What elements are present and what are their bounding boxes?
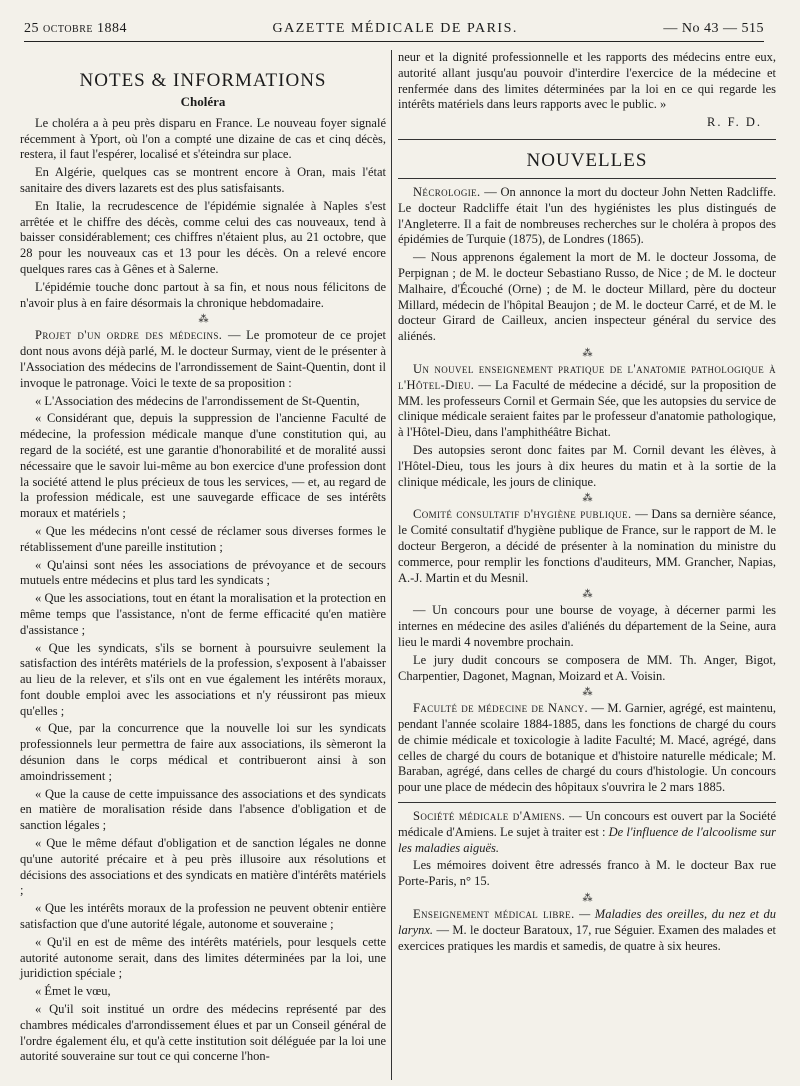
projet-continuation: neur et la dignité professionnelle et les rapports des médecins entre eux, autorité allant jusqu'au pouvoir d'interdire l'exercice de la médecine et renfermée dans des limites déterminées par la loi en ce qui regarde les intérêts matériels dans leurs rapports avec le public. » bbox=[398, 50, 776, 112]
projet-item: « Que les médecins n'ont cessé de réclamer sous diverses formes le rétablissement d'une pareille institution ; bbox=[20, 523, 386, 554]
projet-item: « Que la cause de cette impuissance des associations et des syndicats en matière de moralisation réside dans l'absence d'obligation et de sanction légales ; bbox=[20, 786, 386, 833]
notes-heading: NOTES & INFORMATIONS bbox=[79, 70, 327, 91]
page-header bbox=[24, 16, 764, 42]
nancy-paragraph bbox=[398, 701, 776, 796]
libre-text: — M. le docteur Baratoux, 17, rue Séguier. Examen des malades et exercices pratiques les mardis et samedis, de quatre à six heures. bbox=[398, 922, 776, 953]
asterism: ⁂ bbox=[198, 314, 208, 326]
necrologie-paragraph-2: — Nous apprenons également la mort de M. le docteur Jossoma, de Perpignan ; de M. le docteur Sebastiano Russo, de Nice ; de M. le docteur Malhaire, d'Écouché (Orne) ; de M. le docteur Millard, père du docteur Millard, médecin de l'hôpital Beaujon ; de M. le docteur Carré, et de M. le docteur Girard de Cailleux, ancien inspecteur général du service des aliénés. bbox=[398, 250, 776, 344]
enseignement-paragraph bbox=[398, 362, 776, 441]
amiens-paragraph-2: Les mémoires doivent être adressés franco à M. le docteur Bax rue Porte-Paris, n° 15. bbox=[398, 858, 776, 889]
amiens-text: — Un concours est ouvert par la Société médicale d'Amiens. Le sujet à traiter est : bbox=[398, 809, 776, 839]
heading-rule bbox=[398, 178, 776, 179]
asterism: ⁂ bbox=[582, 687, 592, 699]
asterism: ⁂ bbox=[582, 589, 592, 601]
enseignement-label: Un nouvel enseignement pratique de l'anatomie pathologique à l'Hôtel-Dieu. bbox=[398, 361, 776, 392]
necrologie-text: — On annonce la mort du docteur John Netten Radcliffe. Le docteur Radcliffe était l'un des hygiénistes les plus distingués de l'Angleterre. Il a fait de nombreuses recherches sur le choléra à propos des épidémies de Turquie (1875), de Londres (1865). bbox=[398, 184, 776, 247]
left-column bbox=[20, 50, 386, 1067]
projet-item: « Émet le vœu, bbox=[35, 984, 111, 999]
amiens-subject: De l'influence de l'alcoolisme sur les maladies aiguës. bbox=[398, 824, 776, 855]
amiens-paragraph bbox=[398, 809, 776, 856]
concours-paragraph: — Un concours pour une bourse de voyage, à décerner parmi les internes en médecine des asiles d'aliénés du département de la Seine, aura lieu le mardi 4 novembre prochain. bbox=[398, 603, 776, 649]
journal-title: GAZETTE MÉDICALE DE PARIS. bbox=[272, 20, 518, 36]
cholera-paragraph: L'épidémie touche donc partout à sa fin, et nous nous félicitons de n'avoir plus à en faire désormais la chronique hebdomadaire. bbox=[20, 279, 386, 310]
comite-label: Comité consultatif d'hygiène publique. bbox=[413, 507, 632, 522]
nancy-text: — M. Garnier, agrégé, est maintenu, pendant l'année scolaire 1884-1885, dans les fonctions de chargé du cours de chimie médicale et toxicologie à ladite Faculté; M. Macé, agrégé, dans celles de chargé du cours de botanique et d'histoire naturelle médicale; M. Baraban, agrégé, dans celles de chargé du cours d'histologie. Un concours pour une place de médecin des hôpitaux s'ouvrira le 2 mars 1885. bbox=[398, 701, 776, 795]
projet-item: « L'Association des médecins de l'arrondissement de St-Quentin, bbox=[35, 393, 360, 408]
projet-intro bbox=[20, 328, 386, 391]
amiens-label: Société médicale d'Amiens. bbox=[413, 809, 566, 824]
necrologie-paragraph bbox=[398, 185, 776, 248]
section-rule bbox=[398, 802, 776, 803]
nancy-label: Faculté de médecine de Nancy. bbox=[413, 701, 589, 716]
projet-intro-text: — Le promoteur de ce projet dont nous avons déjà parlé, M. le docteur Surmay, vient de le présenter à l'Association des médecins de l'arrondissement de Saint-Quentin, dont il invoque le patronage. Voici le texte de sa proposition : bbox=[20, 328, 387, 390]
asterism: ⁂ bbox=[582, 493, 592, 505]
libre-label: Enseignement médical libre. bbox=[413, 907, 575, 922]
issue-date: 25 octobre 1884 bbox=[24, 20, 127, 36]
libre-paragraph bbox=[398, 907, 776, 954]
column-divider bbox=[391, 50, 392, 1080]
necrologie-label: Nécrologie. bbox=[413, 184, 481, 199]
asterism: ⁂ bbox=[582, 893, 592, 905]
right-column bbox=[398, 50, 776, 956]
projet-item: « Considérant que, depuis la suppression de l'ancienne Faculté de médecine, la profession médicale manque d'une constitution qui, au regard de la société, est une garantie d'honorabilité et de moralité aussi nécessaire que le savoir lui-même au bon exercice d'une profession dont la société attend le plus précieux de tous les services, — et, au regard de la profession médicale, est une sauvegarde efficace de ses intérêts moraux et matériels ; bbox=[20, 411, 386, 521]
comite-text: — Dans sa dernière séance, le Comité consultatif d'hygiène publique de France, sur le rapport de M. le docteur Bergeron, a décidé de présenter à la nomination du ministre du commerce, pour remplir les fonctions d'auditeurs, MM. Grancher, Napias, A.-J. Martin et du Mesnil. bbox=[398, 507, 776, 585]
signature: R. F. D. bbox=[707, 115, 762, 130]
concours-paragraph-2: Le jury dudit concours se composera de MM. Th. Anger, Bigot, Charpentier, Dagonet, Magnan, Moizard et A. Voisin. bbox=[398, 652, 776, 683]
cholera-paragraph: En Algérie, quelques cas se montrent encore à Oran, mais l'état sanitaire des divers lazarets est des plus satisfaisants. bbox=[20, 165, 386, 195]
projet-item: « Que le même défaut d'obligation et de sanction légales ne donne qu'une autorité précaire et à peu près illusoire aux résolutions et décisions des associations et des syndicats en matière d'intérêts matériels ; bbox=[20, 836, 386, 898]
projet-item: « Qu'il en est de même des intérêts matériels, pour lesquels cette autorité autonome serait, dans des limites déterminées par la loi, une juridiction spéciale ; bbox=[20, 934, 386, 981]
enseignement-paragraph-2: Des autopsies seront donc faites par M. Cornil devant les élèves, à l'Hôtel-Dieu, tous les jours à dix heures du matin et à la sortie de la clinique médicale, les jours de clinique. bbox=[398, 442, 776, 489]
issue-number: — No 43 — 515 bbox=[663, 20, 764, 36]
libre-subject: — Maladies des oreilles, du nez et du larynx. bbox=[398, 907, 776, 937]
projet-item: « Qu'ainsi sont nées les associations de prévoyance et de secours mutuels entre médecins et plus tard les syndicats ; bbox=[20, 557, 386, 588]
cholera-paragraph: Le choléra a à peu près disparu en France. Le nouveau foyer signalé récemment à Yport, où l'on a compté une dizaine de cas et cinq décès, restera, il faut l'espérer, localisé et s'éteindra sur place. bbox=[20, 115, 386, 162]
projet-item: « Qu'il soit institué un ordre des médecins représenté par des chambres médicales d'arrondissement élues et par un Conseil général de l'ordre également élu, et qu'à cette institution soit déléguée par la loi une autorité souveraine sur tout ce qui concerne l'hon- bbox=[20, 1002, 386, 1064]
cholera-paragraph: En Italie, la recrudescence de l'épidémie signalée à Naples s'est arrêtée et le chiffre des décès, comme celui des cas nouveaux, tend à baisser considérablement; ces chiffres n'étaient plus, au 21 octobre, que 28 pour les nouveaux cas et 13 pour les décès. On a relevé encore quelques rares cas à Gênes et à Salerne. bbox=[20, 198, 386, 276]
asterism: ⁂ bbox=[582, 347, 592, 359]
projet-item: « Que les associations, tout en étant la moralisation et la protection en même temps que l'assistance, n'ont de ferme efficacité qu'en matière d'assistance ; bbox=[20, 591, 386, 637]
section-rule bbox=[398, 139, 776, 140]
projet-item: « Que les syndicats, s'ils se bornent à poursuivre seulement la satisfaction des intérêts matériels de la profession, s'exposent à l'abaisser au lieu de la relever, et s'ils ont en vue également les intérêts moraux, font double emploi avec les associations et n'y réussiront pas mieux qu'elles ; bbox=[20, 640, 386, 718]
projet-item: « Que les intérêts moraux de la profession ne peuvent obtenir entière satisfaction que d'une autorité légale, autonome et souveraine ; bbox=[20, 901, 386, 932]
projet-title: Projet d'un ordre des médecins. bbox=[35, 328, 223, 343]
projet-item: « Que, par la concurrence que la nouvelle loi sur les syndicats professionnels leur permettra de faire aux associations, ils sèmeront la désunion dans le corps médical et contribueront ainsi à son amoindrissement ; bbox=[20, 721, 386, 783]
enseignement-text: — La Faculté de médecine a décidé, sur la proposition de MM. les professeurs Cornil et Germain Sée, que les autopsies du service de clinique médicale seraient faites par le professeur d'anatomie pathologique, à l'Hôtel-Dieu, dans l'amphithéâtre Bichat. bbox=[398, 377, 776, 440]
nouvelles-heading: NOUVELLES bbox=[526, 149, 648, 171]
comite-paragraph bbox=[398, 507, 776, 586]
cholera-title: Choléra bbox=[180, 94, 226, 109]
